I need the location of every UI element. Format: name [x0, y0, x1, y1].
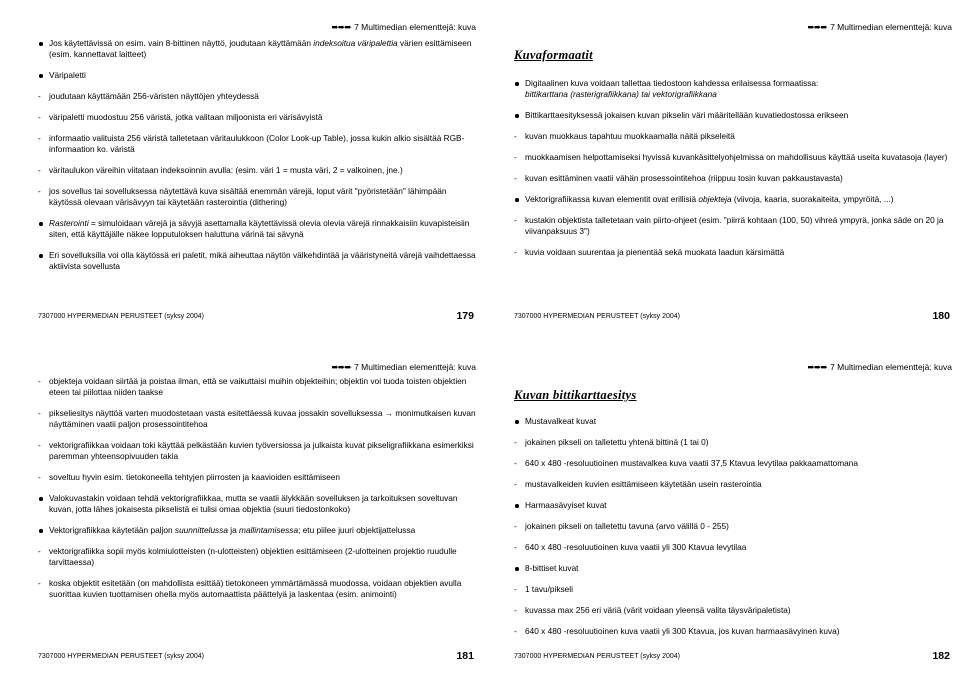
- bullet-item: Vektorigrafiikkaa käytetään paljon suunnittelussa ja mallintamisessa; etu piilee juuri objektijattelussa: [38, 525, 476, 536]
- header-text: 7 Multimedian elementtejä: kuva: [354, 362, 476, 372]
- bullet-item: Väripaletti: [38, 70, 476, 81]
- course-label: 7307000 HYPERMEDIAN PERUSTEET (syksy 2004): [514, 313, 680, 320]
- dash-item: - kuvia voidaan suurentaa ja pienentää sekä muokata laadun kärsimättä: [514, 247, 785, 257]
- arrows-icon: ➨➨➨: [807, 22, 828, 32]
- dash-item: - vektorigrafiikkaa voidaan toki käyttää pelkästään kuvien työversiossa ja julkaista kuvat pikseligrafiikkana esimerkiksi paremman yhteensopivuuden takia: [38, 440, 474, 461]
- bullet-item: Jos käytettävissä on esim. vain 8-bittinen näyttö, joudutaan käyttämään indeksoitua väripalettia värien esittämiseen (esim. kannettavat laitteet): [38, 38, 476, 60]
- dash-item: - kuvassa max 256 eri väriä (värit voidaan yleensä valita täysväripaletista): [514, 605, 791, 615]
- arrows-icon: ➨➨➨: [331, 22, 352, 32]
- bullet-item: Digitaalinen kuva voidaan tallettaa tiedostoon kahdessa erilaisessa formaatissa: bittikarttana (rasterigrafiikkana) tai vektorigrafiikkana: [514, 78, 952, 100]
- slide-footer: [514, 308, 952, 322]
- slide-title: Kuvaformaatit: [514, 48, 593, 62]
- header-text: 7 Multimedian elementtejä: kuva: [830, 22, 952, 32]
- slide-header: [807, 22, 952, 33]
- page-number: 181: [456, 650, 474, 662]
- dash-item: - vektorigrafiikka sopii myös kolmiulotteisten (n-ulotteisten) objektien esittämiseen (2-ulotteinen projektio ruudulle tarvittaessa): [38, 546, 457, 567]
- dash-item: - 640 x 480 -resoluutioinen kuva vaatii yli 300 Ktavua, jos kuvan harmaasävyinen kuva): [514, 626, 840, 636]
- slide-content: [514, 416, 952, 637]
- dash-item: - joudutaan käyttämään 256-väristen näyttöjen yhteydessä: [38, 91, 259, 101]
- bullet-item: Mustavalkeat kuvat: [514, 416, 952, 427]
- dash-item: - jokainen pikseli on talletettu yhtenä bittinä (1 tai 0): [514, 437, 709, 447]
- dash-item: - kuvan esittäminen vaatii vähän prosessointitehoa (riippuu tosin kuvan pakkaustavasta): [514, 173, 843, 183]
- dash-item: - 1 tavu/pikseli: [514, 584, 573, 594]
- dash-item: - kuvan muokkaus tapahtuu muokkaamalla näitä pikseleitä: [514, 131, 735, 141]
- course-label: 7307000 HYPERMEDIAN PERUSTEET (syksy 2004): [514, 653, 680, 660]
- slide-page-181: [38, 362, 476, 662]
- slide-footer: [38, 648, 476, 662]
- dash-item: - jos sovellus tai sovelluksessa näytettävä kuva sisältää enemmän värejä, loput värit "pyöristetään" lähimpään käytössä olevaan värisävyyn tai käytetään rasterointia (dithering): [38, 186, 447, 207]
- slide-page-180: [514, 22, 952, 322]
- slide-page-179: [38, 22, 476, 322]
- arrows-icon: ➨➨➨: [331, 362, 352, 372]
- slide-header: [331, 362, 476, 373]
- bullet-item: Rasterointi = simuloidaan värejä ja sävyjä asettamalla käytettävissä olevia olevia värejä rinnakkaisiin kuvapisteisiin siten, että käyttäjälle näkee lopputuloksen haluttuna värinä tai sävynä: [38, 218, 476, 240]
- dash-item: - väritaulukon väreihin viitataan indeksoinnin avulla: (esim. väri 1 = musta väri, 2 = valkoinen, jne.): [38, 165, 403, 175]
- slide-content: [514, 78, 952, 258]
- dash-item: - jokainen pikseli on talletettu tavuna (arvo välillä 0 - 255): [514, 521, 729, 531]
- bullet-item: Harmaasävyiset kuvat: [514, 500, 952, 511]
- page-number: 182: [932, 650, 950, 662]
- slide-content: [38, 376, 476, 600]
- bullet-item: Eri sovelluksilla voi olla käytössä eri paletit, mikä aiheuttaa näytön välkehdintää ja vääristyneitä värejä vaihdettaessa aktiivista sovellusta: [38, 250, 476, 272]
- slide-footer: [38, 308, 476, 322]
- header-text: 7 Multimedian elementtejä: kuva: [354, 22, 476, 32]
- dash-item: - pikseliesitys näyttöä varten muodostetaan vasta esitettäessä kuvaa jossakin sovelluksessa → monimutkaisen kuvan näyttäminen vaatii paljon prosessointitehoa: [38, 408, 476, 429]
- course-label: 7307000 HYPERMEDIAN PERUSTEET (syksy 2004): [38, 313, 204, 320]
- page-number: 179: [456, 310, 474, 322]
- dash-item: - objekteja voidaan siirtää ja poistaa ilman, että se vaikuttaisi muihin objekteihin; objektin voi tuoda toisten objektien eteen tai piilottaa niiden taakse: [38, 376, 467, 397]
- page-number: 180: [932, 310, 950, 322]
- dash-item: - soveltuu hyvin esim. tietokoneella tehtyjen piirrosten ja kaavioiden esittämiseen: [38, 472, 341, 482]
- bullet-item: Bittikarttaesityksessä jokaisen kuvan pikselin väri määritellään kuvatiedostossa erikseen: [514, 110, 952, 121]
- slide-footer: [514, 648, 952, 662]
- slide-content: [38, 38, 476, 272]
- course-label: 7307000 HYPERMEDIAN PERUSTEET (syksy 2004): [38, 653, 204, 660]
- slide-header: [807, 362, 952, 373]
- bullet-item: 8-bittiset kuvat: [514, 563, 952, 574]
- dash-item: - väripaletti muodostuu 256 väristä, jotka valitaan miljoonista eri värisävyistä: [38, 112, 323, 122]
- bullet-item: Vektorigrafiikassa kuvan elementit ovat erillisiä objekteja (viivoja, kaaria, suorakaiteita, ympyröitä, ...): [514, 194, 952, 205]
- dash-item: - muokkaamisen helpottamiseksi hyvissä kuvankäsittelyohjelmissa on mahdollisuus käyttää useita kuvatasoja (layer): [514, 152, 948, 162]
- header-text: 7 Multimedian elementtejä: kuva: [830, 362, 952, 372]
- slide-title: Kuvan bittikarttaesitys: [514, 388, 637, 402]
- dash-item: - informaatio valituista 256 väristä talletetaan väritaulukkoon (Color Look-up Table), jossa kukin alkio sisältää RGB-informaation ko. väristä: [38, 133, 465, 154]
- slide-header: [331, 22, 476, 33]
- arrows-icon: ➨➨➨: [807, 362, 828, 372]
- bullet-item: Valokuvastakin voidaan tehdä vektorigrafiikkaa, mutta se vaatii älykkään sovelluksen ja tarkoituksen soveltuvan kuvan, jotta lähes jokaisesta pikselistä ei tulisi omaa objektia (suuri tiedostonkoko): [38, 493, 476, 515]
- dash-item: - 640 x 480 -resoluutioinen kuva vaatii yli 300 Ktavua levytilaa: [514, 542, 747, 552]
- arrow-icon: →: [384, 408, 394, 418]
- dash-item: - kustakin objektista talletetaan vain piirto-ohjeet (esim. "piirrä kohtaan (100, 50) vihreä ympyrä, jonka säde on 20 ja viivanpaksuus 3"): [514, 215, 944, 236]
- dash-item: - koska objektit esitetään (on mahdollista esittää) tietokoneen ymmärtämässä muodossa, voidaan objektien avulla suorittaa kuvien tuottamisen ohella myös automaattista päättelyä ja laskentaa (esim. animointi): [38, 578, 462, 599]
- dash-item: - 640 x 480 -resoluutioinen mustavalkea kuva vaatii 37,5 Ktavua levytilaa pakkaamattomana: [514, 458, 858, 468]
- dash-item: - mustavalkeiden kuvien esittämiseen käytetään usein rasterointia: [514, 479, 762, 489]
- slide-page-182: [514, 362, 952, 662]
